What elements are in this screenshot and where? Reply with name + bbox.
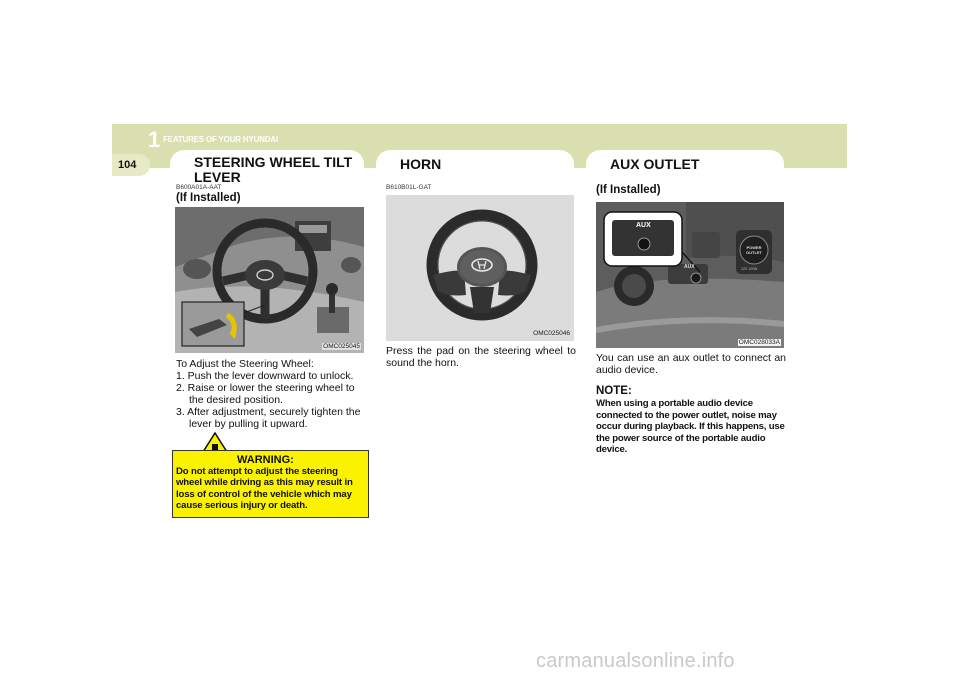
note-label: NOTE: bbox=[596, 385, 632, 397]
aux-subhead: (If Installed) bbox=[596, 184, 661, 196]
steering-intro: To Adjust the Steering Wheel: bbox=[176, 358, 314, 370]
note-text: When using a portable audio device connected to the power outlet, noise may occur during playback. If this happens, use the power source of the portable audio device. bbox=[596, 398, 785, 455]
steering-code: B600A01A-AAT bbox=[176, 184, 222, 191]
warning-title: WARNING: bbox=[237, 454, 294, 466]
list-item: 3. After adjustment, securely tighten the lever by pulling it upward. bbox=[176, 406, 361, 430]
steering-heading-line1: STEERING WHEEL TILT bbox=[194, 154, 353, 170]
steering-steps-list bbox=[176, 370, 368, 430]
aux-outlet-photo bbox=[596, 202, 784, 348]
aux-small-label: AUX bbox=[684, 264, 695, 270]
aux-heading: AUX OUTLET bbox=[610, 156, 700, 172]
horn-image-caption: OMC025046 bbox=[533, 330, 570, 337]
page-number: 104 bbox=[112, 154, 150, 176]
section-heading-horn bbox=[376, 150, 574, 180]
power-outlet-line1: POWER bbox=[746, 245, 762, 250]
chapter-title: FEATURES OF YOUR HYUNDAI bbox=[163, 135, 278, 144]
list-item: 1. Push the lever downward to unlock. bbox=[176, 370, 354, 382]
horn-photo bbox=[386, 195, 574, 341]
watermark: carmanualsonline.info bbox=[536, 650, 735, 672]
power-outlet-rating: 12V 120W bbox=[741, 267, 758, 271]
aux-port-icon bbox=[596, 202, 784, 348]
steering-lever-photo bbox=[175, 207, 364, 353]
aux-image-caption: OMC028033A bbox=[738, 339, 780, 346]
warning-text: Do not attempt to adjust the steering wheel while driving as this may result in loss of control of the vehicle which may cause serious injury or death. bbox=[176, 466, 353, 511]
aux-label: AUX bbox=[636, 222, 651, 229]
chapter-number: 1 bbox=[148, 127, 161, 152]
horn-body: Press the pad on the steering wheel to sound the horn. bbox=[386, 345, 576, 370]
warning-box bbox=[172, 450, 369, 518]
steering-wheel-icon bbox=[175, 207, 364, 353]
steering-subhead: (If Installed) bbox=[176, 192, 241, 204]
power-outlet-label bbox=[744, 245, 764, 255]
steering-heading-line2: LEVER bbox=[194, 169, 241, 185]
steering-image-caption: OMC025045 bbox=[323, 343, 360, 350]
horn-heading: HORN bbox=[400, 156, 442, 172]
steering-wheel-horn-icon bbox=[386, 195, 574, 341]
section-heading-steering bbox=[170, 150, 364, 185]
power-outlet-line2: OUTLET bbox=[746, 250, 762, 255]
aux-body: You can use an aux outlet to connect an audio device. bbox=[596, 352, 786, 377]
horn-code: B610B01L-GAT bbox=[386, 184, 432, 191]
section-heading-aux bbox=[586, 150, 784, 180]
list-item: 2. Raise or lower the steering wheel to the desired position. bbox=[176, 382, 355, 406]
